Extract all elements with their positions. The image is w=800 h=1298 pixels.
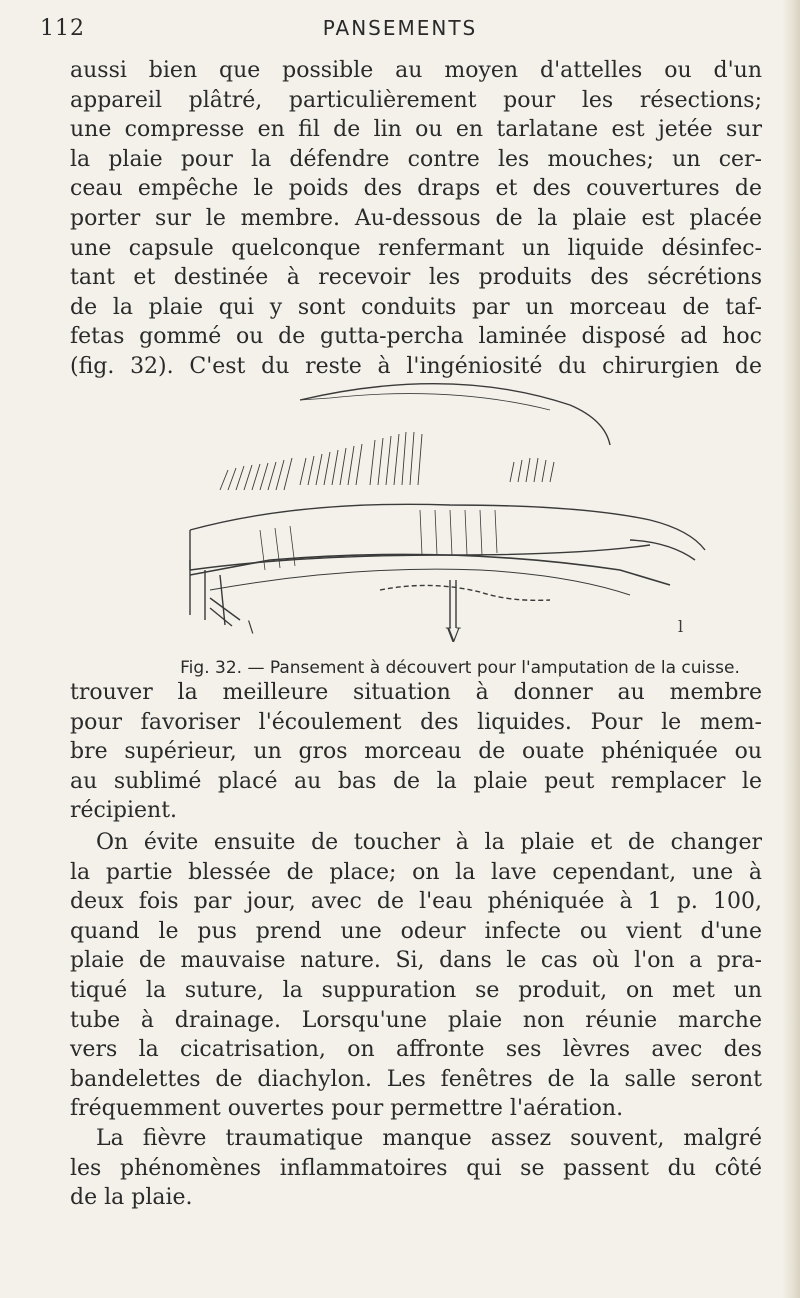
- text-line: fetas gommé ou de gutta-percha laminée disposé ad hoc: [70, 324, 762, 350]
- page-edge-shadow: [782, 0, 800, 1298]
- text-line: bre supérieur, un gros morceau de ouate phéniquée ou: [70, 739, 762, 765]
- text-line: une compresse en fil de lin ou en tarlatane est jetée sur: [70, 117, 762, 143]
- figure-label-right: l: [678, 617, 684, 636]
- text-line: trouver la meilleure situation à donner au membre: [70, 680, 762, 705]
- text-line: récipient.: [70, 798, 178, 824]
- text-line: plaie de mauvaise nature. Si, dans le cas où l'on a pra-: [70, 948, 762, 974]
- paragraph-2: [70, 678, 762, 826]
- text-line: au sublimé placé au bas de la plaie peut remplacer le: [70, 768, 762, 794]
- figure-32: [150, 370, 770, 678]
- text-line: appareil plâtré, particulièrement pour les résections;: [70, 87, 762, 113]
- text-line: de la plaie.: [70, 1185, 193, 1211]
- text-line: tant et destinée à recevoir les produits des sécrétions: [70, 265, 762, 291]
- text-line: bandelettes de diachylon. Les fenêtres de la salle seront: [70, 1066, 762, 1092]
- text-line: une capsule quelconque renfermant un liquide désinfec-: [70, 235, 762, 261]
- text-line: vers la cicatrisation, on affronte ses lèvres avec des: [70, 1037, 762, 1063]
- text-line: la plaie pour la défendre contre les mouches; un cer-: [70, 146, 762, 172]
- text-line: deux fois par jour, avec de l'eau phéniquée à 1 p. 100,: [70, 889, 762, 915]
- text-line: porter sur le membre. Au-dessous de la plaie est placée: [70, 205, 762, 231]
- amputation-dressing-illustration: [150, 370, 770, 650]
- text-line: On évite ensuite de toucher à la plaie et de changer: [96, 830, 762, 855]
- text-line: fréquemment ouvertes pour permettre l'aération.: [70, 1096, 624, 1122]
- figure-label-left: \: [248, 617, 254, 636]
- text-line: (fig. 32). C'est du reste à l'ingéniosité du chirurgien de: [70, 353, 762, 379]
- figure-label-center: V: [446, 623, 461, 647]
- text-line: La fièvre traumatique manque assez souvent, malgré: [96, 1125, 762, 1151]
- text-line: tube à drainage. Lorsqu'une plaie non réunie marche: [70, 1007, 762, 1033]
- text-line: tiqué la suture, la suppuration se produit, on met un: [70, 977, 762, 1003]
- page-header: [40, 10, 760, 50]
- text-line: aussi bien que possible au moyen d'attelles ou d'un: [70, 58, 762, 83]
- paragraph-1: [70, 56, 762, 382]
- figure-caption: Fig. 32. — Pansement à découvert pour l'amputation de la cuisse.: [180, 658, 740, 678]
- text-line: de la plaie qui y sont conduits par un morceau de taf-: [70, 294, 762, 320]
- page-number: 112: [40, 16, 85, 41]
- running-head: PANSEMENTS: [322, 16, 478, 40]
- text-line: pour favoriser l'écoulement des liquides. Pour le mem-: [70, 709, 762, 735]
- paragraph-3: [70, 828, 762, 1213]
- text-line: ceau empêche le poids des draps et des couvertures de: [70, 176, 762, 202]
- text-line: la partie blessée de place; on la lave cependant, une à: [70, 859, 762, 885]
- text-line: les phénomènes inflammatoires qui se passent du côté: [70, 1155, 762, 1181]
- text-line: quand le pus prend une odeur infecte ou vient d'une: [70, 918, 762, 944]
